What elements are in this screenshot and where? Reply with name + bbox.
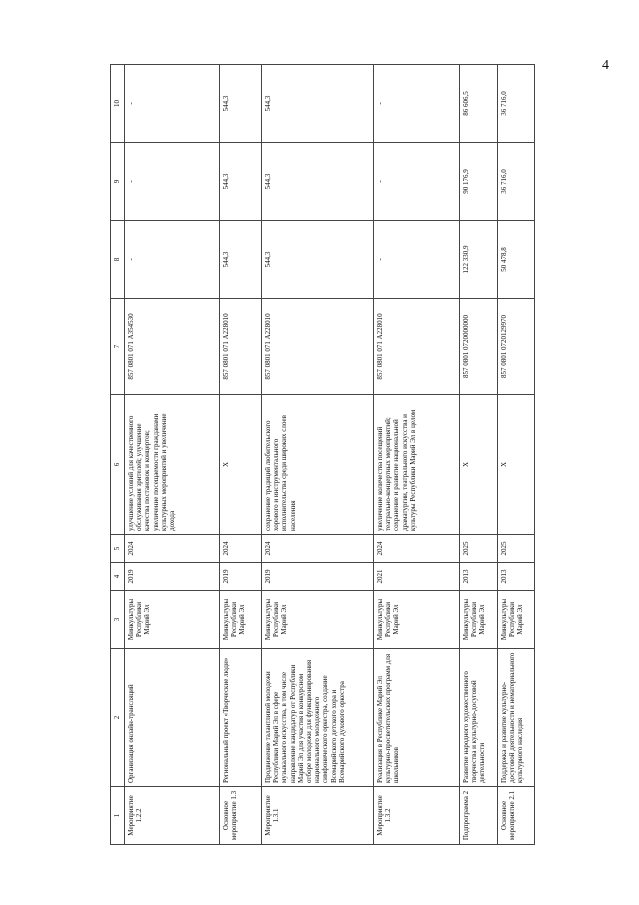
- cell-budget-code: 857 0801 071 А228010: [374, 299, 460, 395]
- cell-name: Организация онлайн-трансляций: [125, 649, 220, 787]
- cell-executor: Минкультуры Республики Марий Эл: [460, 591, 498, 649]
- cell-executor: Минкультуры Республики Марий Эл: [125, 591, 220, 649]
- cell-result: Х: [498, 395, 535, 535]
- cell-end-year: 2025: [460, 535, 498, 563]
- cell-budget-code: 857 0801 071 А354530: [125, 299, 220, 395]
- cell-code: Мероприятие 1.2.2: [125, 787, 220, 845]
- cell-value: -: [374, 221, 460, 299]
- cell-end-year: 2024: [262, 535, 374, 563]
- cell-budget-code: 857 0801 071 А228010: [220, 299, 262, 395]
- cell-start-year: 2013: [498, 563, 535, 591]
- cell-start-year: 2013: [460, 563, 498, 591]
- cell-code: Мероприятие 1.3.1: [262, 787, 374, 845]
- cell-budget-code: 857 0801 071 А228010: [262, 299, 374, 395]
- header-row: [111, 65, 125, 845]
- cell-value: 86 606,5: [460, 65, 498, 143]
- cell-name: Развитие народного художественного творчества и культурно-досуговой деятельности: [460, 649, 498, 787]
- cell-end-year: 2024: [125, 535, 220, 563]
- cell-value: -: [374, 65, 460, 143]
- rotated-table-container: [110, 65, 525, 845]
- table-row: [125, 65, 220, 845]
- cell-budget-code: 857 0801 0720129970: [498, 299, 535, 395]
- cell-executor: Минкультуры Республики Марий Эл: [262, 591, 374, 649]
- page-number: 4: [602, 58, 609, 73]
- column-header: 10: [111, 65, 125, 143]
- cell-end-year: 2024: [374, 535, 460, 563]
- cell-code: Основное мероприятие 2.1: [498, 787, 535, 845]
- column-header: 2: [111, 649, 125, 787]
- cell-result: Х: [220, 395, 262, 535]
- table-row: [262, 65, 374, 845]
- cell-value: -: [125, 143, 220, 221]
- cell-value: 122 330,9: [460, 221, 498, 299]
- column-header: 5: [111, 535, 125, 563]
- cell-value: -: [125, 221, 220, 299]
- cell-code: Основное мероприятие 1.3: [220, 787, 262, 845]
- cell-name: Реализация в Республике Марий Эл культурно-просветительских программ для школьников: [374, 649, 460, 787]
- table-row: [220, 65, 262, 845]
- cell-value: 36 716,0: [498, 65, 535, 143]
- cell-executor: Минкультуры Республики Марий Эл: [374, 591, 460, 649]
- cell-budget-code: 857 0801 0720000000: [460, 299, 498, 395]
- cell-value: 50 478,8: [498, 221, 535, 299]
- cell-value: 544,3: [262, 65, 374, 143]
- cell-start-year: 2019: [262, 563, 374, 591]
- cell-value: 544,3: [220, 143, 262, 221]
- cell-code: Подпрограмма 2: [460, 787, 498, 845]
- cell-result: сохранение традиций любительского хорового и инструментального исполнительства среди широких слоев населения: [262, 395, 374, 535]
- cell-value: -: [125, 65, 220, 143]
- cell-value: 544,3: [262, 221, 374, 299]
- cell-value: 544,3: [262, 143, 374, 221]
- cell-value: -: [374, 143, 460, 221]
- table-row: [374, 65, 460, 845]
- cell-executor: Минкультуры Республики Марий Эл: [498, 591, 535, 649]
- column-header: 9: [111, 143, 125, 221]
- cell-executor: Минкультуры Республики Марий Эл: [220, 591, 262, 649]
- cell-start-year: 2019: [125, 563, 220, 591]
- column-header: 6: [111, 395, 125, 535]
- column-header: 3: [111, 591, 125, 649]
- cell-value: 544,3: [220, 221, 262, 299]
- cell-end-year: 2024: [220, 535, 262, 563]
- cell-start-year: 2021: [374, 563, 460, 591]
- column-header: 8: [111, 221, 125, 299]
- cell-value: 36 716,0: [498, 143, 535, 221]
- cell-value: 90 176,9: [460, 143, 498, 221]
- cell-name: Продвижение талантливой молодежи Республики Марий Эл в сфере музыкального искусства, в том числе направление кандидатур от Республики Марий Эл для участия в конкурсном отборе молодежи для функционирования национального молодежного симфонического оркестра, создание Всемарийского детского хора и Всемарийского духового оркестра: [262, 649, 374, 787]
- column-header: 1: [111, 787, 125, 845]
- cell-code: Мероприятие 1.3.2: [374, 787, 460, 845]
- column-header: 4: [111, 563, 125, 591]
- cell-name: Поддержка и развитие культурно-досуговой деятельности и нематериального культурного наследия: [498, 649, 535, 787]
- cell-result: увеличение количества посещений театрально-концертных мероприятий; сохранение и развитие национальной драматургии, театрального искусства и культуры Республики Марий Эл в целом: [374, 395, 460, 535]
- cell-end-year: 2025: [498, 535, 535, 563]
- program-table: [110, 64, 535, 845]
- cell-result: улучшение условий для качественного обслуживания зрителей; улучшение качества постановок и концертов; увеличение посещаемости гражданами культурных мероприятий и увеличение дохода: [125, 395, 220, 535]
- table-row: [498, 65, 535, 845]
- column-header: 7: [111, 299, 125, 395]
- cell-value: 544,3: [220, 65, 262, 143]
- cell-name: Региональный проект «Творческие люди»: [220, 649, 262, 787]
- cell-result: Х: [460, 395, 498, 535]
- table-row: [460, 65, 498, 845]
- cell-start-year: 2019: [220, 563, 262, 591]
